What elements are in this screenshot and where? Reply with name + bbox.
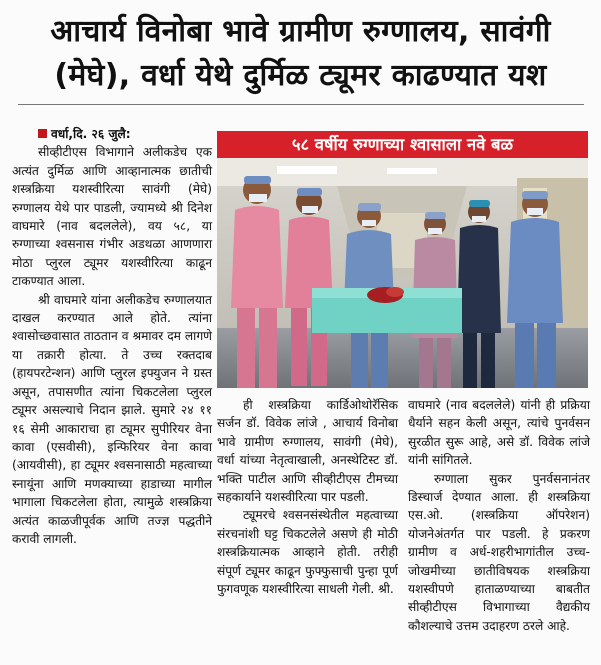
- headline-line-2: (मेघे), वर्धा येथे दुर्मिळ ट्यूमर काढण्यात यश: [54, 58, 547, 93]
- dateline: वर्धा,दि. २६ जुलै:: [51, 127, 131, 141]
- surgical-team-photo: [217, 158, 588, 388]
- dateline-bullet-icon: [38, 129, 47, 138]
- column3-paragraph-1: वाघमारे (नाव बदललेले) यांनी ही प्रक्रिया धैर्याने सहन केली असून, त्यांचे पुनर्वसन सुरळीत सुरू आहे, असे डॉ. विवेक लांजे यांनी सांगितले.: [408, 398, 590, 468]
- photo-banner: ५८ वर्षीय रुग्णाच्या श्वासाला नवे बळ: [217, 131, 588, 158]
- column2-paragraph-1: ही शस्त्रक्रिया कार्डिओथोरॅसिक सर्जन डॉ. विवेक लांजे , आचार्य विनोबा भावे ग्रामीण रुग्णालय, सावंगी (मेघे), वर्धा यांच्या नेतृत्वाखाली, अनस्थेटिस्ट डॉ. भक्ति पाटील आणि सीव्हीटीएस टीमच्या सहकार्याने यशस्वीरित्या पार पडली.: [217, 398, 398, 505]
- headline-line-1: आचार्य विनोबा भावे ग्रामीण रुग्णालय, सावंगी: [50, 14, 551, 49]
- article-column-3: [408, 396, 590, 654]
- column1-paragraph-1: सीव्हीटीएस विभागाने अलीकडेच एक अत्यंत दुर्मिळ आणि आव्हानात्मक छातीची शस्त्रक्रिया यशस्वीरित्या सावंगी (मेघे) रुग्णालय येथे पार पाडली, ज्यामध्ये श्री दिनेश वाघमारे (नाव बदललेले), वय ५८, या रुग्णाच्या श्वसनास गंभीर अडथळा आणणारा मोठा प्लुरल ट्यूमर यशस्वीरित्या काढून टाकण्यात आला.: [12, 145, 212, 289]
- column1-paragraph-2: श्री वाघमारे यांना अलीकडेच रुग्णालयात दाखल करण्यात आले होते. त्यांना श्वासोच्छवासात ताठतान व श्रमावर दम लागणे या तक्रारी होत्या. ते उच्च रक्तदाब (हायपरटेन्शन) आणि प्लुरल इफ्युजन ने ग्रस्त असून, तपासणीत त्यांना चिकटलेला प्लुरल ट्यूमर असल्याचे निदान झाले. सुमारे २४ ११ १६ सेमी आकाराचा हा ट्यूमर सुपीरियर वेना कावा (एसवीसी), इन्फिरियर वेना कावा (आयवीसी), हा ट्यूमर श्वसनासाठी महत्वाच्या स्नायूंना आणि मणक्याच्या हाडाच्या मागील भागाला चिकटलेला होता, त्यामुळे शस्त्रक्रिया अत्यंत काळजीपूर्वक आणि तज्ज्ञ पद्धतीने करावी लागली.: [12, 292, 212, 546]
- article-column-2: [217, 396, 398, 654]
- article-column-1: [12, 125, 212, 653]
- column2-paragraph-2: ट्यूमरचे श्वसनसंस्थेतील महत्वाच्या संरचनांशी घट्ट चिकटलेले असणे ही मोठी शस्त्रक्रियात्मक आव्हाने होती. तरीही संपूर्ण ट्यूमर काढून फुफ्फुसाची पुन्हा पूर्ण फुगवणूक यशस्वीरित्या साधली गेली. श्री.: [217, 508, 398, 597]
- column3-paragraph-2: रुग्णाला सुकर पुनर्वसनानंतर डिस्चार्ज देण्यात आला. ही शस्त्रक्रिया एस.ओ. (शस्त्रक्रिया ऑपरेशन) योजनेअंतर्गत पार पडली. हे प्रकरण ग्रामीण व अर्ध-शहरीभागांतील उच्च-जोखमीच्या छातीविषयक शस्त्रक्रिया यशस्वीपणे हाताळण्याच्या बाबतीत सीव्हीटीएस विभागाच्या वैद्यकीय कौशल्याचे उत्तम उदाहरण ठरले आहे.: [408, 471, 590, 633]
- headline: [8, 10, 593, 98]
- headline-rule: [18, 104, 584, 105]
